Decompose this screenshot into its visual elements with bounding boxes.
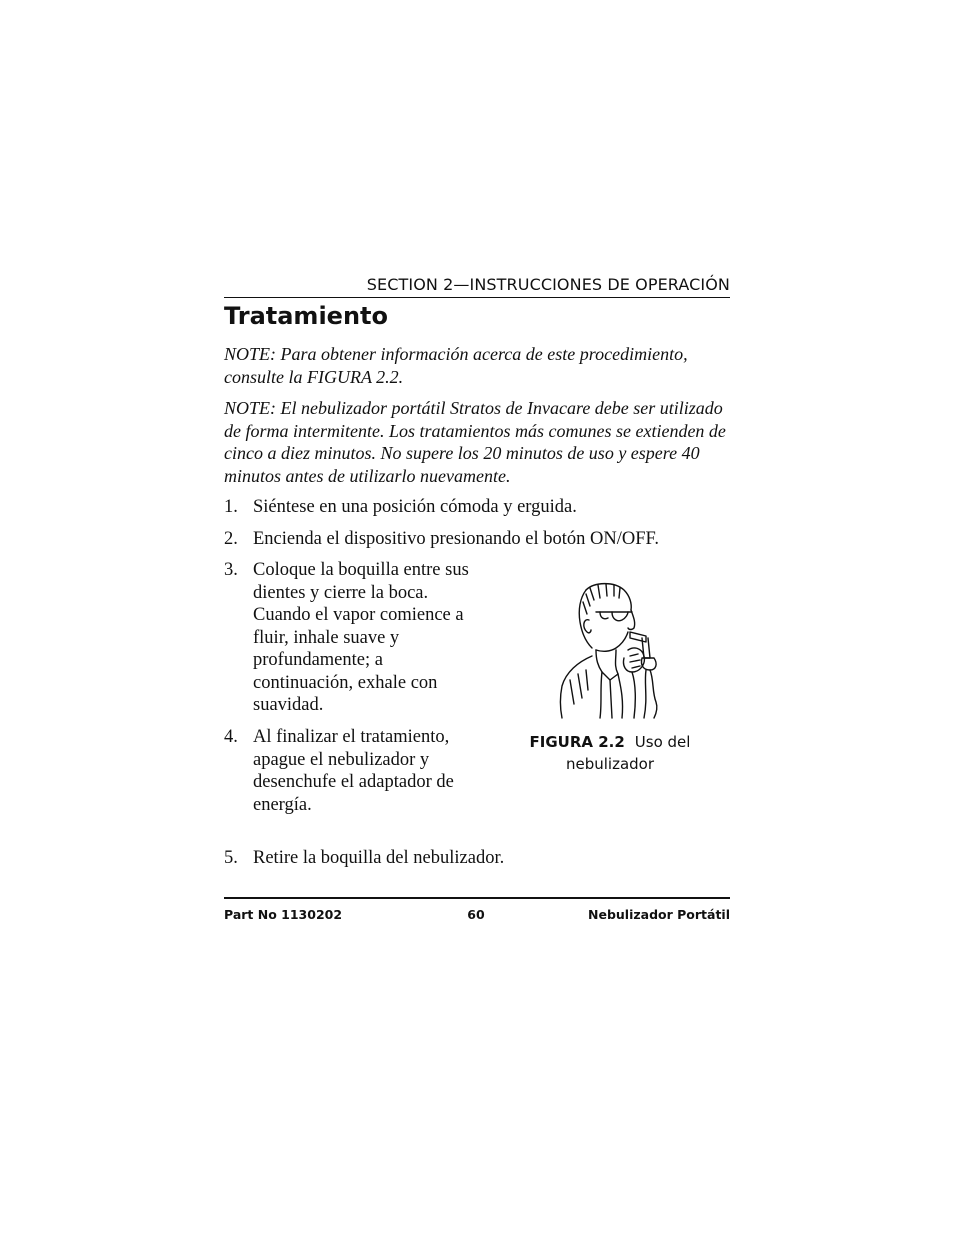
- person-using-nebulizer-illustration: [556, 580, 668, 720]
- note-usage-limits: NOTE: El nebulizador portátil Stratos de Invacare debe ser utilizado de forma intermitente. Los tratamientos más comunes se extienden de cinco a diez minutos. No supere los 20 minutos de uso y espere 40 minutos antes de utilizarlo nuevamente.: [224, 398, 726, 486]
- figure-caption-text: Uso del nebulizador: [565, 733, 691, 773]
- list-item-number: 5.: [224, 848, 238, 868]
- list-item-text: Coloque la boquilla entre sus dientes y cierre la boca. Cuando el vapor comience a fluir, inhale suave y profundamente; a continuación, exhale con suavidad.: [253, 560, 469, 715]
- footer-divider: [224, 897, 730, 899]
- footer-part-number: Part No 1130202: [224, 907, 343, 922]
- list-item-number: 1.: [224, 497, 238, 517]
- footer-product-name: Nebulizador Portátil: [588, 907, 730, 922]
- list-item-text: Siéntese en una posición cómoda y erguida.: [253, 497, 577, 517]
- page-title: Tratamiento: [224, 302, 388, 330]
- list-item-text: Encienda el dispositivo presionando el botón ON/OFF.: [253, 529, 659, 549]
- list-item-text: Retire la boquilla del nebulizador.: [253, 848, 505, 868]
- list-item-text: Al finalizar el tratamiento, apague el nebulizador y desenchufe el adaptador de energía.: [253, 727, 454, 815]
- figure-label: FIGURA 2.2: [529, 733, 625, 751]
- header-divider: [224, 297, 730, 298]
- list-item-number: 3.: [224, 560, 238, 580]
- section-header: SECTION 2—INSTRUCCIONES DE OPERACIÓN: [366, 275, 730, 294]
- note-figure-reference: NOTE: Para obtener información acerca de este procedimiento, consulte la FIGURA 2.2.: [224, 344, 688, 387]
- page-number: 60: [467, 907, 485, 922]
- figure-caption: [508, 731, 712, 775]
- list-item-number: 2.: [224, 529, 238, 549]
- list-item-number: 4.: [224, 727, 238, 747]
